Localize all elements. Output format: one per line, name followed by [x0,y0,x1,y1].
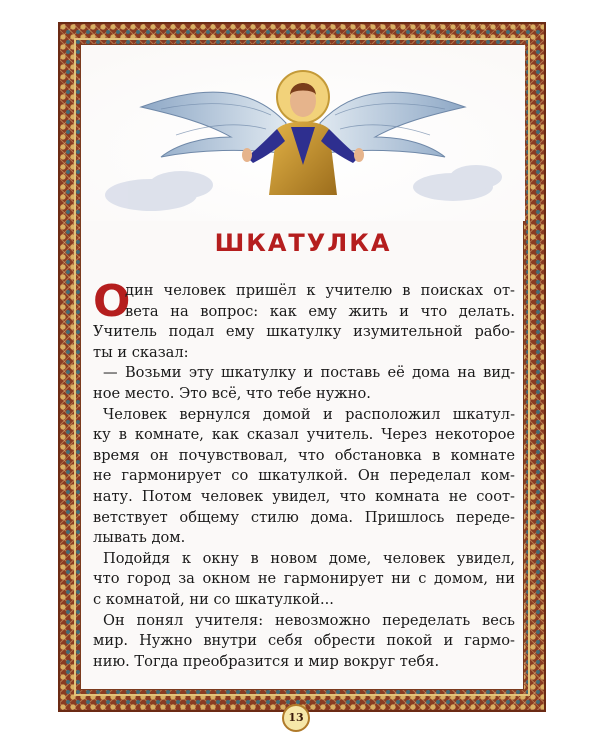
text-line: ветствует общему стилю дома. Пришлось переде- [93,508,515,526]
paragraph-1 [93,276,515,363]
text-line: лывать дом. [93,529,186,547]
text-line: Подойдя к окну в новом доме, человек увидел, [103,549,515,567]
drop-cap: О [93,276,131,327]
text-line: ку в комнате, как сказал учитель. Через некоторое [93,426,515,444]
story-text [93,276,515,672]
text-line: время он почувствовал, что обстановка в комнате [93,446,515,464]
text-line: вета на вопрос: как ему жить и что делать. [125,302,515,320]
paragraph-2 [93,363,515,404]
text-line: — Возьми эту шкатулку и поставь её дома на вид- [103,364,515,382]
text-line: что город за окном не гармонирует ни с домом, ни [93,570,515,588]
paragraph-5 [93,611,515,673]
text-line: Человек вернулся домой и расположил шкатул- [103,405,515,423]
paragraph-3 [93,405,515,549]
text-line: нату. Потом человек увидел, что комната не соот- [93,487,515,505]
text-line: Он понял учителя: невозможно переделать весь [103,611,515,629]
angel-with-wings-icon [81,45,525,221]
text-line: ное место. Это всё, что тебе нужно. [93,384,371,402]
text-line: ты и сказал: [93,343,189,361]
text-line: не гармонирует со шкатулкой. Он переделал ком- [93,467,515,485]
page-number: 13 [282,704,310,732]
page-panel [80,44,524,690]
text-line: Учитель подал ему шкатулку изумительной рабо- [93,323,515,341]
text-line: мир. Нужно внутри себя обрести покой и гармо- [93,632,515,650]
page-title: ШКАТУЛКА [214,229,392,257]
paragraph-4 [93,549,515,611]
text-line: дин человек пришёл к учителю в поисках от- [125,282,515,299]
text-line: с комнатой, ни со шкатулкой... [93,590,334,608]
text-line: нию. Тогда преобразится и мир вокруг тебя. [93,652,440,670]
